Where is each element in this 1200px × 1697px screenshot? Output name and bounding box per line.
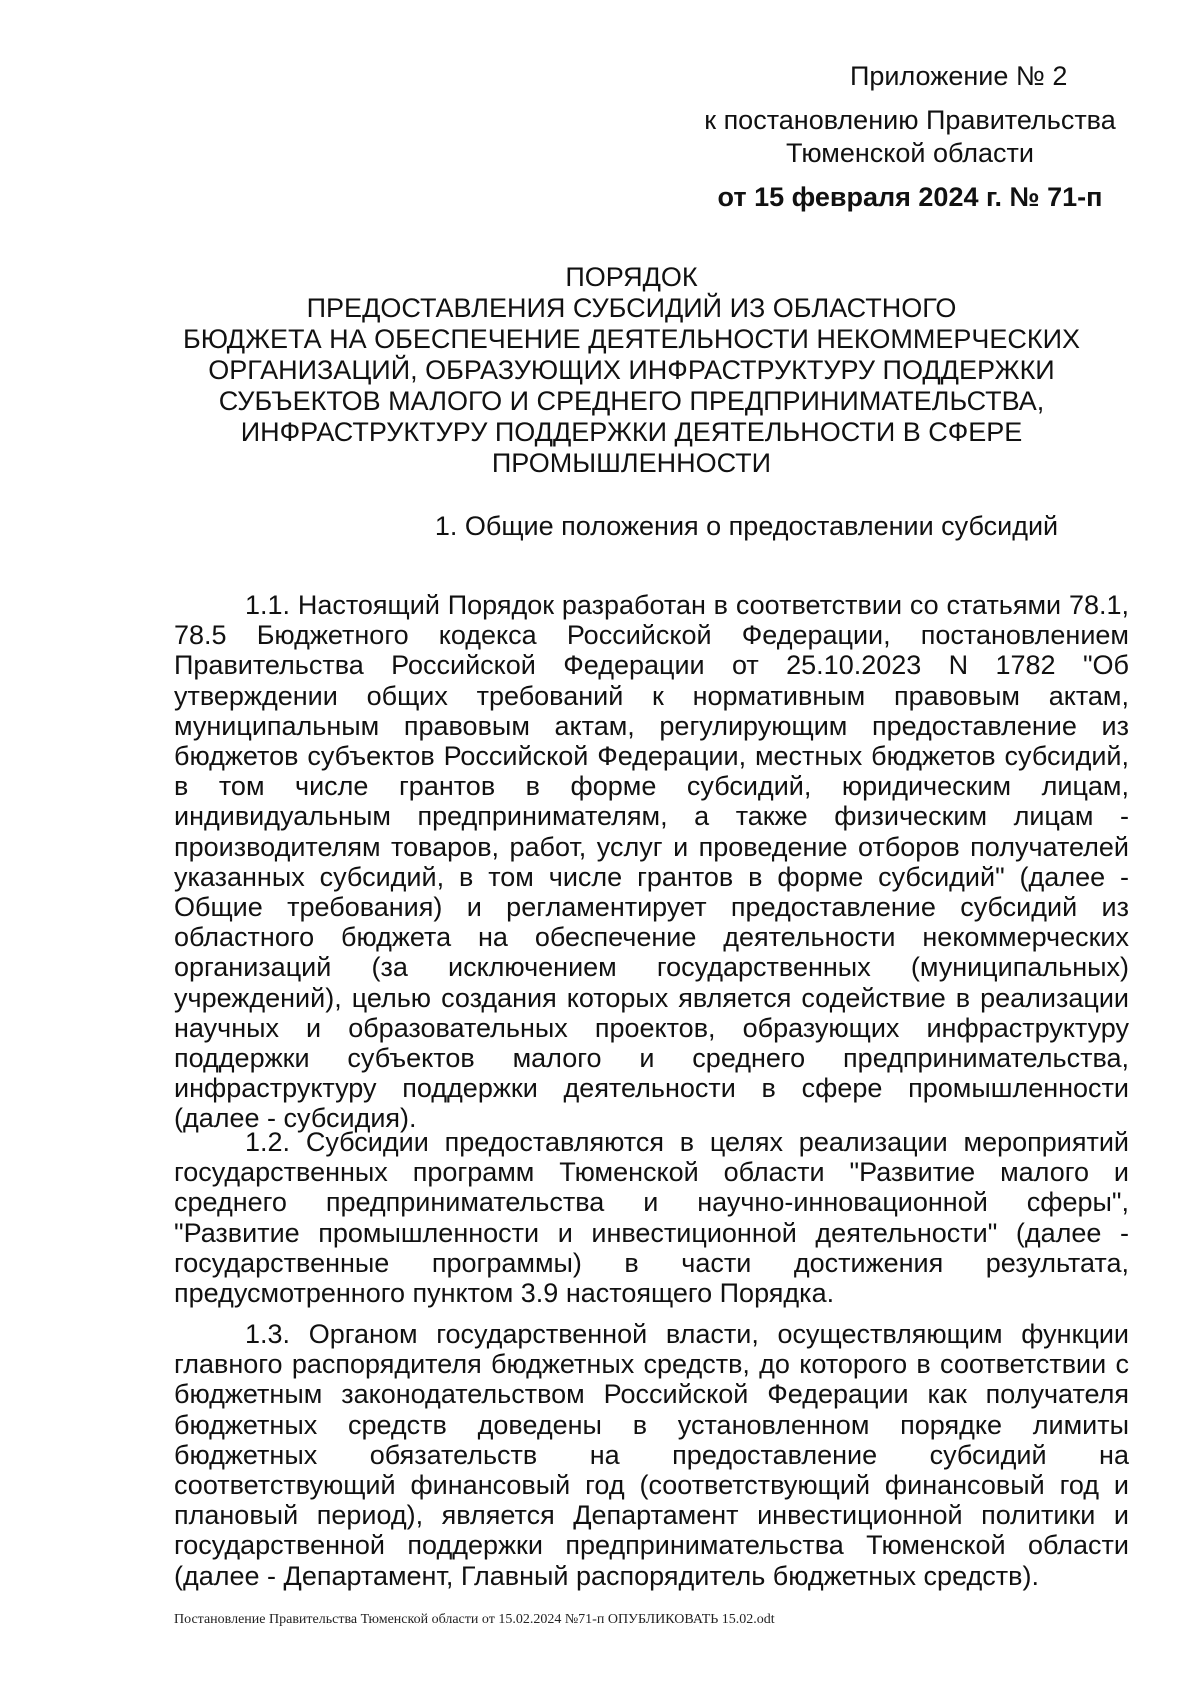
title-line: ПРЕДОСТАВЛЕНИЯ СУБСИДИЙ ИЗ ОБЛАСТНОГО [306, 293, 957, 323]
document-title [160, 262, 1103, 479]
paragraph-1-2 [174, 1127, 1129, 1308]
resolution-reference-line2: Тюменской области [786, 138, 1034, 168]
title-line: БЮДЖЕТА НА ОБЕСПЕЧЕНИЕ ДЕЯТЕЛЬНОСТИ НЕКОММЕРЧЕСКИХ [182, 324, 1081, 354]
appendix-number: Приложение № 2 [850, 61, 1068, 91]
paragraph-1-1 [174, 590, 1129, 1134]
title-line: ИНФРАСТРУКТУРУ ПОДДЕРЖКИ ДЕЯТЕЛЬНОСТИ В СФЕРЕ [240, 417, 1023, 447]
title-line: ОРГАНИЗАЦИЙ, ОБРАЗУЮЩИХ ИНФРАСТРУКТУРУ ПОДДЕРЖКИ [208, 355, 1055, 385]
title-line: ПРОМЫШЛЕННОСТИ [491, 448, 772, 478]
paragraph-text: 1.1. Настоящий Порядок разработан в соответствии со статьями 78.1, 78.5 Бюджетного кодекса Российской Федерации, постановлением Правительства Российской Федерации от 25.10.2023 N 1782 "Об утверждении общих требований к нормативным правовым актам, муниципальным правовым актам, регулирующим предоставление из бюджетов субъектов Российской Федерации, местных бюджетов субсидий, в том числе грантов в форме субсидий, юридическим лицам, индивидуальным предпринимателям, а также физическим лицам - производителям товаров, работ, услуг и проведение отборов получателей указанных субсидий, в том числе грантов в форме субсидий" (далее - Общие требования) и регламентирует предоставление субсидий из областного бюджета на обеспечение деятельности некоммерческих организаций (за исключением государственных (муниципальных) учреждений), целью создания которых является содействие в реализации научных и образовательных проектов, образующих инфраструктуру поддержки субъектов малого и среднего предпринимательства, инфраструктуру поддержки деятельности в сфере промышленности (далее - субсидия). [174, 590, 1129, 1134]
paragraph-text: 1.2. Субсидии предоставляются в целях реализации мероприятий государственных программ Тюменской области "Развитие малого и среднего предпринимательства и научно-инновационной сферы", "Развитие промышленности и инвестиционной деятельности" (далее - государственные программы) в части достижения результата, предусмотренного пунктом 3.9 настоящего Порядка. [174, 1127, 1129, 1309]
resolution-reference-line1: к постановлению Правительства [704, 105, 1116, 135]
resolution-date: от 15 февраля 2024 г. № 71-п [717, 182, 1103, 212]
paragraph-1-3 [174, 1319, 1129, 1591]
title-line: ПОРЯДОК [565, 262, 698, 292]
title-line: СУБЪЕКТОВ МАЛОГО И СРЕДНЕГО ПРЕДПРИНИМАТЕЛЬСТВА, [218, 386, 1045, 416]
paragraph-text: 1.3. Органом государственной власти, осуществляющим функции главного распорядителя бюджетных средств, до которого в соответствии с бюджетным законодательством Российской Федерации как получателя бюджетных средств доведены в установленном порядке лимиты бюджетных обязательств на предоставление субсидий на соответствующий финансовый год (соответствующий финансовый год и плановый период), является Департамент инвестиционной политики и государственной поддержки предпринимательства Тюменской области (далее - Департамент, Главный распорядитель бюджетных средств). [174, 1319, 1129, 1591]
page-footer: Постановление Правительства Тюменской области от 15.02.2024 №71-п ОПУБЛИКОВАТЬ 15.02.odt [174, 1612, 775, 1627]
section-heading: 1. Общие положения о предоставлении субсидий [434, 511, 1059, 541]
